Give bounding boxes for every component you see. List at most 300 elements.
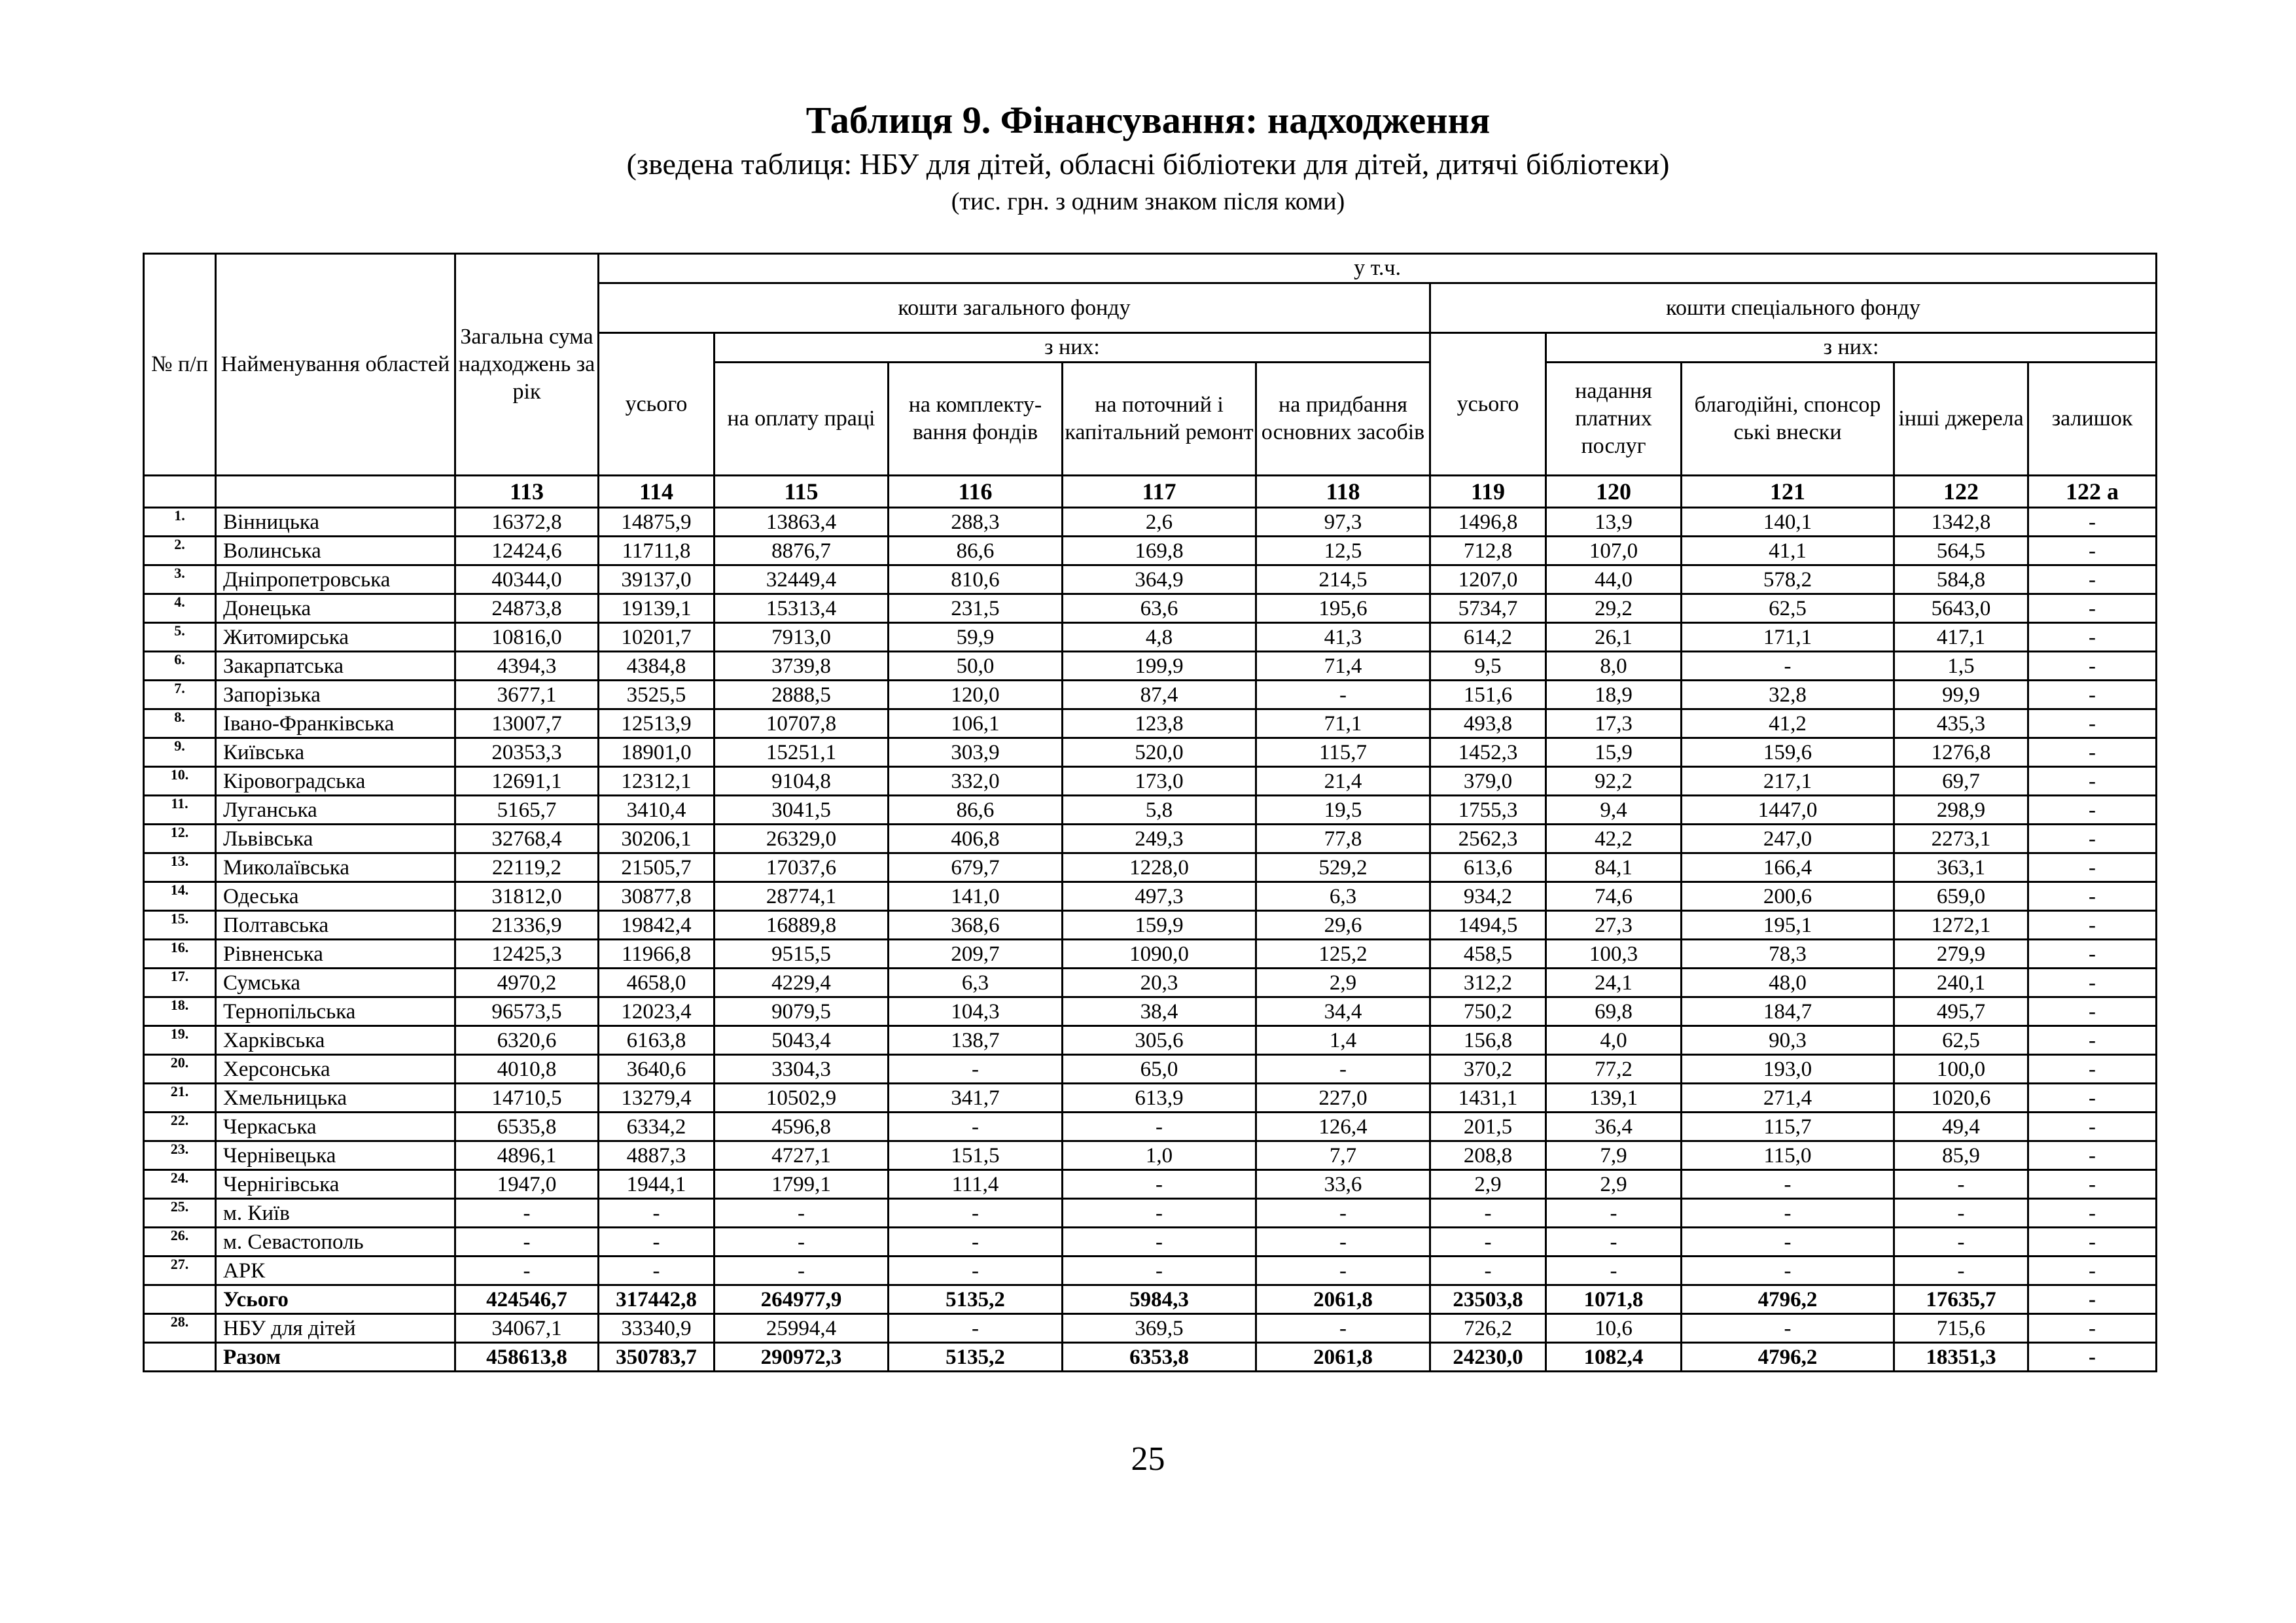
value-cell: -	[1682, 1314, 1894, 1343]
column-code: 122 а	[2028, 476, 2157, 508]
header-num: № п/п	[144, 254, 216, 476]
region-name: Хмельницька	[216, 1084, 455, 1113]
value-cell: 90,3	[1682, 1026, 1894, 1055]
value-cell: 107,0	[1546, 537, 1682, 565]
value-cell: 92,2	[1546, 767, 1682, 796]
value-cell: -	[1256, 1055, 1430, 1084]
value-cell: 208,8	[1430, 1141, 1546, 1170]
value-cell: 151,6	[1430, 681, 1546, 709]
value-cell: 288,3	[889, 508, 1063, 537]
header-general-total: усього	[599, 333, 715, 476]
value-cell: 17635,7	[1894, 1285, 2028, 1314]
value-cell: 214,5	[1256, 565, 1430, 594]
row-number: 20.	[144, 1055, 216, 1084]
table-body	[144, 508, 2157, 1372]
value-cell: -	[2028, 997, 2157, 1026]
value-cell: 1071,8	[1546, 1285, 1682, 1314]
value-cell: 12424,6	[455, 537, 599, 565]
region-name: Рівненська	[216, 940, 455, 969]
value-cell: 317442,8	[599, 1285, 715, 1314]
title-block	[0, 97, 2296, 219]
value-cell: 435,3	[1894, 709, 2028, 738]
value-cell: 5135,2	[889, 1285, 1063, 1314]
value-cell: 4,8	[1063, 623, 1256, 652]
region-name: Луганська	[216, 796, 455, 825]
row-number: 27.	[144, 1257, 216, 1285]
value-cell: 171,1	[1682, 623, 1894, 652]
value-cell: -	[2028, 652, 2157, 681]
value-cell: 18351,3	[1894, 1343, 2028, 1372]
value-cell: 18,9	[1546, 681, 1682, 709]
value-cell: 12312,1	[599, 767, 715, 796]
value-cell: -	[2028, 969, 2157, 997]
value-cell: -	[2028, 537, 2157, 565]
value-cell: 564,5	[1894, 537, 2028, 565]
header-of-them-general: з них:	[715, 333, 1430, 363]
value-cell: 139,1	[1546, 1084, 1682, 1113]
value-cell: 151,5	[889, 1141, 1063, 1170]
value-cell: 303,9	[889, 738, 1063, 767]
value-cell: 4887,3	[599, 1141, 715, 1170]
value-cell: 1342,8	[1894, 508, 2028, 537]
value-cell: 2273,1	[1894, 825, 2028, 853]
value-cell: 6,3	[1256, 882, 1430, 911]
value-cell: 100,3	[1546, 940, 1682, 969]
value-cell: -	[1682, 1257, 1894, 1285]
value-cell: 12513,9	[599, 709, 715, 738]
value-cell: -	[889, 1314, 1063, 1343]
value-cell: -	[455, 1199, 599, 1228]
value-cell: 520,0	[1063, 738, 1256, 767]
financing-table	[143, 253, 2157, 1372]
value-cell: 4384,8	[599, 652, 715, 681]
value-cell: 115,0	[1682, 1141, 1894, 1170]
value-cell: 249,3	[1063, 825, 1256, 853]
header-salary: на оплату праці	[715, 363, 889, 476]
value-cell: 65,0	[1063, 1055, 1256, 1084]
row-number: 23.	[144, 1141, 216, 1170]
header-special-total: усього	[1430, 333, 1546, 476]
value-cell: -	[2028, 882, 2157, 911]
value-cell: 4796,2	[1682, 1285, 1894, 1314]
value-cell: -	[2028, 796, 2157, 825]
value-cell: -	[715, 1228, 889, 1257]
value-cell: 32449,4	[715, 565, 889, 594]
value-cell: 529,2	[1256, 853, 1430, 882]
row-number: 17.	[144, 969, 216, 997]
table-row	[144, 508, 2157, 537]
value-cell: -	[1063, 1257, 1256, 1285]
value-cell: -	[2028, 1314, 2157, 1343]
value-cell: 247,0	[1682, 825, 1894, 853]
value-cell: 1,0	[1063, 1141, 1256, 1170]
table-row	[144, 1343, 2157, 1372]
value-cell: 120,0	[889, 681, 1063, 709]
value-cell: 417,1	[1894, 623, 2028, 652]
value-cell: 24230,0	[1430, 1343, 1546, 1372]
value-cell: 84,1	[1546, 853, 1682, 882]
table-row	[144, 1228, 2157, 1257]
value-cell: 379,0	[1430, 767, 1546, 796]
value-cell: 41,1	[1682, 537, 1894, 565]
row-number: 19.	[144, 1026, 216, 1055]
value-cell: 33,6	[1256, 1170, 1430, 1199]
header-repair: на поточний і капітальний ремонт	[1063, 363, 1256, 476]
row-number: 2.	[144, 537, 216, 565]
region-name: Івано-Франківська	[216, 709, 455, 738]
value-cell: 33340,9	[599, 1314, 715, 1343]
table-title: Таблиця 9. Фінансування: надходження	[805, 99, 1491, 141]
units-note: (тис. грн. з одним знаком після коми)	[951, 188, 1345, 215]
value-cell: 5043,4	[715, 1026, 889, 1055]
value-cell: 424546,7	[455, 1285, 599, 1314]
region-name: Львівська	[216, 825, 455, 853]
region-name: Херсонська	[216, 1055, 455, 1084]
value-cell: -	[2028, 1055, 2157, 1084]
value-cell: -	[1063, 1228, 1256, 1257]
header-paid-services: надання платних послуг	[1546, 363, 1682, 476]
value-cell: 20353,3	[455, 738, 599, 767]
value-cell: 715,6	[1894, 1314, 2028, 1343]
value-cell: 332,0	[889, 767, 1063, 796]
value-cell: 1,5	[1894, 652, 2028, 681]
value-cell: 4394,3	[455, 652, 599, 681]
column-code: 114	[599, 476, 715, 508]
value-cell: 39137,0	[599, 565, 715, 594]
region-name: Усього	[216, 1285, 455, 1314]
value-cell: 184,7	[1682, 997, 1894, 1026]
value-cell: 4229,4	[715, 969, 889, 997]
value-cell: 41,2	[1682, 709, 1894, 738]
value-cell: 24873,8	[455, 594, 599, 623]
row-number: 5.	[144, 623, 216, 652]
row-number: 24.	[144, 1170, 216, 1199]
column-code: 118	[1256, 476, 1430, 508]
value-cell: -	[2028, 681, 2157, 709]
value-cell: 13007,7	[455, 709, 599, 738]
value-cell: -	[455, 1228, 599, 1257]
header-remainder: залишок	[2028, 363, 2157, 476]
value-cell: 4970,2	[455, 969, 599, 997]
row-number: 18.	[144, 997, 216, 1026]
table-row	[144, 1170, 2157, 1199]
region-name: м. Київ	[216, 1199, 455, 1228]
value-cell: -	[1430, 1199, 1546, 1228]
value-cell: 1947,0	[455, 1170, 599, 1199]
table-row	[144, 594, 2157, 623]
value-cell: 14710,5	[455, 1084, 599, 1113]
value-cell: 5165,7	[455, 796, 599, 825]
value-cell: 85,9	[1894, 1141, 2028, 1170]
value-cell: 4,0	[1546, 1026, 1682, 1055]
value-cell: 20,3	[1063, 969, 1256, 997]
value-cell: -	[1682, 1170, 1894, 1199]
value-cell: 659,0	[1894, 882, 2028, 911]
value-cell: 173,0	[1063, 767, 1256, 796]
header-other-sources: інші джерела	[1894, 363, 2028, 476]
value-cell: 1494,5	[1430, 911, 1546, 940]
value-cell: 100,0	[1894, 1055, 2028, 1084]
value-cell: 2,6	[1063, 508, 1256, 537]
value-cell: 14875,9	[599, 508, 715, 537]
value-cell: 159,9	[1063, 911, 1256, 940]
value-cell: 19842,4	[599, 911, 715, 940]
value-cell: 156,8	[1430, 1026, 1546, 1055]
value-cell: 12425,3	[455, 940, 599, 969]
value-cell: 12691,1	[455, 767, 599, 796]
value-cell: 10816,0	[455, 623, 599, 652]
value-cell: -	[1546, 1228, 1682, 1257]
value-cell: 159,6	[1682, 738, 1894, 767]
row-number: 6.	[144, 652, 216, 681]
value-cell: 363,1	[1894, 853, 2028, 882]
table-row	[144, 565, 2157, 594]
value-cell: 115,7	[1682, 1113, 1894, 1141]
row-number	[144, 1285, 216, 1314]
value-cell: 7,9	[1546, 1141, 1682, 1170]
value-cell: -	[1256, 1199, 1430, 1228]
row-number: 22.	[144, 1113, 216, 1141]
value-cell: 31812,0	[455, 882, 599, 911]
region-name: Разом	[216, 1343, 455, 1372]
header-charity: благодійні, спонсор ські внески	[1682, 363, 1894, 476]
value-cell: 74,6	[1546, 882, 1682, 911]
value-cell: 298,9	[1894, 796, 2028, 825]
value-cell: -	[1256, 1228, 1430, 1257]
table-row	[144, 1257, 2157, 1285]
table-row	[144, 853, 2157, 882]
value-cell: 264977,9	[715, 1285, 889, 1314]
value-cell: 18901,0	[599, 738, 715, 767]
table-row	[144, 940, 2157, 969]
region-name: Тернопільська	[216, 997, 455, 1026]
value-cell: -	[889, 1055, 1063, 1084]
value-cell: -	[1256, 1314, 1430, 1343]
table-row	[144, 1141, 2157, 1170]
value-cell: -	[1063, 1199, 1256, 1228]
region-name: Черкаська	[216, 1113, 455, 1141]
value-cell: -	[1256, 1257, 1430, 1285]
value-cell: -	[1546, 1257, 1682, 1285]
header-name: Найменування областей	[216, 254, 455, 476]
value-cell: 1082,4	[1546, 1343, 1682, 1372]
value-cell: 193,0	[1682, 1055, 1894, 1084]
value-cell: 1228,0	[1063, 853, 1256, 882]
value-cell: 9,5	[1430, 652, 1546, 681]
value-cell: -	[1894, 1170, 2028, 1199]
value-cell: 41,3	[1256, 623, 1430, 652]
value-cell: 27,3	[1546, 911, 1682, 940]
value-cell: 231,5	[889, 594, 1063, 623]
value-cell: 59,9	[889, 623, 1063, 652]
value-cell: 217,1	[1682, 767, 1894, 796]
value-cell: 86,6	[889, 796, 1063, 825]
value-cell: 29,6	[1256, 911, 1430, 940]
value-cell: 9079,5	[715, 997, 889, 1026]
value-cell: -	[2028, 709, 2157, 738]
value-cell: 111,4	[889, 1170, 1063, 1199]
value-cell: -	[1430, 1228, 1546, 1257]
column-code: 117	[1063, 476, 1256, 508]
value-cell: -	[2028, 1113, 2157, 1141]
value-cell: 21,4	[1256, 767, 1430, 796]
value-cell: 11966,8	[599, 940, 715, 969]
value-cell: 7,7	[1256, 1141, 1430, 1170]
value-cell: -	[2028, 1285, 2157, 1314]
value-cell: 712,8	[1430, 537, 1546, 565]
value-cell: 2,9	[1430, 1170, 1546, 1199]
value-cell: -	[2028, 594, 2157, 623]
value-cell: -	[2028, 1343, 2157, 1372]
value-cell: 458,5	[1430, 940, 1546, 969]
value-cell: -	[2028, 825, 2157, 853]
value-cell: -	[2028, 1084, 2157, 1113]
value-cell: 42,2	[1546, 825, 1682, 853]
value-cell: -	[889, 1228, 1063, 1257]
value-cell: 364,9	[1063, 565, 1256, 594]
table-row	[144, 796, 2157, 825]
region-name: Київська	[216, 738, 455, 767]
region-name: Закарпатська	[216, 652, 455, 681]
value-cell: 406,8	[889, 825, 1063, 853]
value-cell: 10502,9	[715, 1084, 889, 1113]
value-cell: 200,6	[1682, 882, 1894, 911]
value-cell: -	[2028, 911, 2157, 940]
value-cell: 24,1	[1546, 969, 1682, 997]
value-cell: 2562,3	[1430, 825, 1546, 853]
row-number: 7.	[144, 681, 216, 709]
value-cell: -	[1682, 1228, 1894, 1257]
value-cell: -	[1256, 681, 1430, 709]
value-cell: 209,7	[889, 940, 1063, 969]
value-cell: 30206,1	[599, 825, 715, 853]
value-cell: 810,6	[889, 565, 1063, 594]
value-cell: 19139,1	[599, 594, 715, 623]
value-cell: 77,8	[1256, 825, 1430, 853]
value-cell: -	[1546, 1199, 1682, 1228]
value-cell: 15251,1	[715, 738, 889, 767]
value-cell: 2888,5	[715, 681, 889, 709]
header-incl: у т.ч.	[599, 254, 2157, 283]
value-cell: 87,4	[1063, 681, 1256, 709]
row-number	[144, 1343, 216, 1372]
value-cell: 62,5	[1894, 1026, 2028, 1055]
value-cell: 195,1	[1682, 911, 1894, 940]
value-cell: 199,9	[1063, 652, 1256, 681]
value-cell: -	[599, 1257, 715, 1285]
value-cell: 5,8	[1063, 796, 1256, 825]
value-cell: -	[599, 1199, 715, 1228]
value-cell: 26,1	[1546, 623, 1682, 652]
value-cell: 493,8	[1430, 709, 1546, 738]
value-cell: -	[1063, 1170, 1256, 1199]
value-cell: 4010,8	[455, 1055, 599, 1084]
value-cell: 341,7	[889, 1084, 1063, 1113]
value-cell: 15,9	[1546, 738, 1682, 767]
value-cell: 140,1	[1682, 508, 1894, 537]
value-cell: -	[2028, 767, 2157, 796]
value-cell: 6163,8	[599, 1026, 715, 1055]
value-cell: 368,6	[889, 911, 1063, 940]
table-row	[144, 537, 2157, 565]
value-cell: 71,1	[1256, 709, 1430, 738]
value-cell: 240,1	[1894, 969, 2028, 997]
row-number: 13.	[144, 853, 216, 882]
value-cell: 6320,6	[455, 1026, 599, 1055]
value-cell: 63,6	[1063, 594, 1256, 623]
value-cell: 370,2	[1430, 1055, 1546, 1084]
value-cell: -	[2028, 1141, 2157, 1170]
value-cell: 614,2	[1430, 623, 1546, 652]
value-cell: 29,2	[1546, 594, 1682, 623]
value-cell: 123,8	[1063, 709, 1256, 738]
value-cell: 6334,2	[599, 1113, 715, 1141]
column-code: 122	[1894, 476, 2028, 508]
value-cell: 613,9	[1063, 1084, 1256, 1113]
table-row	[144, 623, 2157, 652]
table-row	[144, 1055, 2157, 1084]
value-cell: 5135,2	[889, 1343, 1063, 1372]
value-cell: 9515,5	[715, 940, 889, 969]
value-cell: 4727,1	[715, 1141, 889, 1170]
value-cell: -	[2028, 940, 2157, 969]
value-cell: 1090,0	[1063, 940, 1256, 969]
value-cell: 10707,8	[715, 709, 889, 738]
row-number: 25.	[144, 1199, 216, 1228]
value-cell: 4596,8	[715, 1113, 889, 1141]
region-name: Миколаївська	[216, 853, 455, 882]
region-name: Полтавська	[216, 911, 455, 940]
value-cell: 1944,1	[599, 1170, 715, 1199]
value-cell: -	[1682, 652, 1894, 681]
row-number: 16.	[144, 940, 216, 969]
value-cell: 38,4	[1063, 997, 1256, 1026]
region-name: Волинська	[216, 537, 455, 565]
value-cell: 48,0	[1682, 969, 1894, 997]
value-cell: -	[2028, 1257, 2157, 1285]
row-number: 1.	[144, 508, 216, 537]
value-cell: 497,3	[1063, 882, 1256, 911]
value-cell: 97,3	[1256, 508, 1430, 537]
value-cell: -	[2028, 738, 2157, 767]
value-cell: 3640,6	[599, 1055, 715, 1084]
region-name: Кіровоградська	[216, 767, 455, 796]
value-cell: 34067,1	[455, 1314, 599, 1343]
table-row	[144, 911, 2157, 940]
value-cell: 69,8	[1546, 997, 1682, 1026]
table-row	[144, 882, 2157, 911]
value-cell: 25994,4	[715, 1314, 889, 1343]
value-cell: 3410,4	[599, 796, 715, 825]
value-cell: 50,0	[889, 652, 1063, 681]
region-name: Одеська	[216, 882, 455, 911]
value-cell: 279,9	[1894, 940, 2028, 969]
region-name: Харківська	[216, 1026, 455, 1055]
value-cell: 195,6	[1256, 594, 1430, 623]
value-cell: 7913,0	[715, 623, 889, 652]
column-code: 120	[1546, 476, 1682, 508]
value-cell: -	[455, 1257, 599, 1285]
value-cell: 34,4	[1256, 997, 1430, 1026]
row-number: 12.	[144, 825, 216, 853]
value-cell: -	[599, 1228, 715, 1257]
value-cell: 5984,3	[1063, 1285, 1256, 1314]
value-cell: 26329,0	[715, 825, 889, 853]
value-cell: 2,9	[1546, 1170, 1682, 1199]
value-cell: -	[2028, 853, 2157, 882]
header-assets: на придбання основних засобів	[1256, 363, 1430, 476]
value-cell: 16372,8	[455, 508, 599, 537]
